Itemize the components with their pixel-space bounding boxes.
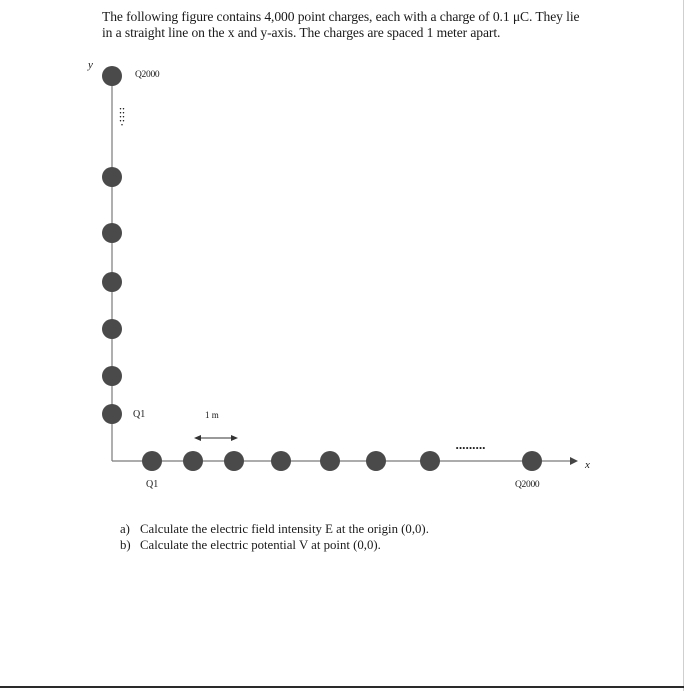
question-b (120, 537, 429, 553)
spacing-arrow-left-head (194, 435, 201, 441)
first-x-charge-label: Q1 (146, 479, 159, 490)
problem-line-2: in a straight line on the x and y-axis. The charges are spaced 1 meter apart. (102, 25, 501, 40)
corner-charge-label: Q1 (133, 409, 146, 420)
charge-x (320, 451, 340, 471)
x-axis-arrowhead (570, 457, 578, 465)
charge-y (102, 272, 122, 292)
charge-y (102, 366, 122, 386)
charge-y (102, 167, 122, 187)
charge-x-q2000 (522, 451, 542, 471)
spacing-label: 1 m (205, 410, 219, 420)
charge-y (102, 319, 122, 339)
question-a (120, 521, 429, 537)
top-charge-label: Q2000 (135, 70, 160, 80)
last-x-charge-label: Q2000 (515, 480, 540, 490)
x-axis-label: x (585, 459, 590, 471)
charge-y-q1 (102, 404, 122, 424)
question-b-text: Calculate the electric potential V at point (0,0). (140, 538, 381, 552)
charge-x-q1 (142, 451, 162, 471)
charge-x (366, 451, 386, 471)
horizontal-ellipsis: ········· (455, 440, 486, 455)
charge-x (271, 451, 291, 471)
problem-line-1: The following figure contains 4,000 point charges, each with a charge of 0.1 μC. They lie (102, 9, 580, 24)
charge-y (102, 223, 122, 243)
charge-x (183, 451, 203, 471)
spacing-arrow-right-head (231, 435, 238, 441)
question-a-marker: a) (120, 522, 130, 536)
charge-x (420, 451, 440, 471)
charge-x (224, 451, 244, 471)
question-list (120, 521, 429, 553)
y-axis-label: y (88, 59, 93, 71)
charge-y-q2000 (102, 66, 122, 86)
question-b-marker: b) (120, 538, 131, 552)
question-a-text: Calculate the electric field intensity E at the origin (0,0). (140, 522, 429, 536)
vertical-ellipsis: ········· (118, 104, 125, 130)
